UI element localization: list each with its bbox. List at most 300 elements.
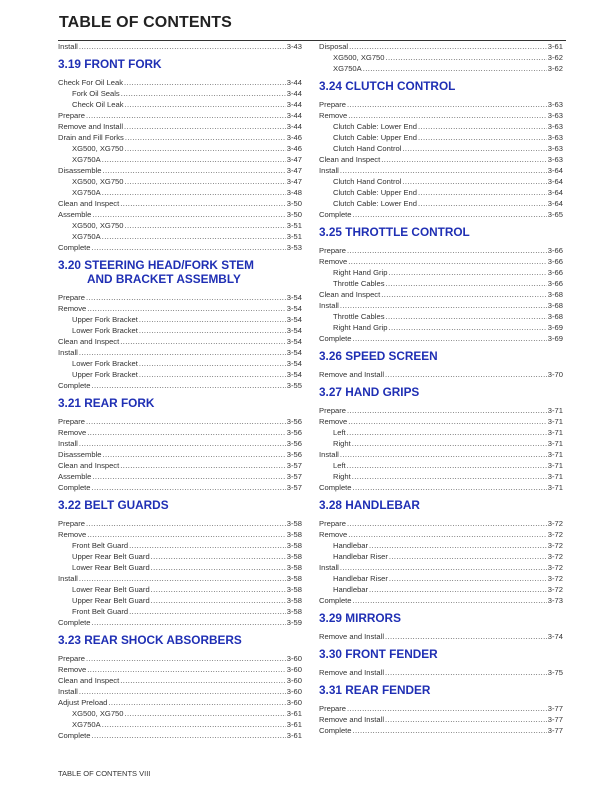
toc-entry-label: Install [319,166,339,175]
toc-entry-page: 3-58 [286,563,302,572]
toc-entry-page: 3-46 [286,133,302,142]
toc-subentry[interactable] [58,551,302,562]
toc-entry-label: Complete [58,731,91,740]
toc-entry-label: XG500, XG750 [333,53,385,62]
toc-entry-page: 3-58 [286,541,302,550]
toc-entry-label: Prepare [319,704,347,713]
toc-entry[interactable] [319,99,563,110]
toc-subentry[interactable] [58,176,302,187]
dot-leader [385,714,547,725]
dot-leader [79,686,286,697]
dot-leader [389,551,547,562]
toc-entry-page: 3-72 [547,585,563,594]
section-heading [58,57,302,71]
toc-entry-label: Install [319,450,339,459]
toc-entry-label: Remove [319,417,348,426]
toc-entry-page: 3-60 [286,698,302,707]
toc-entry-label: XG750A [333,64,362,73]
toc-entry[interactable] [58,165,302,176]
toc-entry-label: Assemble [58,472,92,481]
toc-entry-label: Handlebar Riser [333,574,388,583]
toc-entry[interactable] [319,209,563,220]
toc-entry-page: 3-55 [286,381,302,390]
toc-entry[interactable] [319,300,563,311]
toc-subentry[interactable] [58,358,302,369]
toc-entry[interactable] [58,242,302,253]
toc-entry[interactable] [319,714,563,725]
dot-leader [369,540,547,551]
toc-entry-page: 3-60 [286,687,302,696]
toc-subentry[interactable] [319,460,563,471]
dot-leader [86,110,286,121]
toc-entry[interactable] [319,667,563,678]
toc-entry-page: 3-58 [286,585,302,594]
toc-entry-label: Install [58,42,78,51]
toc-entry-label: Complete [58,381,91,390]
toc-entry-page: 3-68 [547,312,563,321]
section-heading-text: 3.19 FRONT FORK [58,57,162,71]
toc-entry-label: Prepare [58,654,86,663]
dot-leader [139,358,286,369]
section-heading-text: 3.22 BELT GUARDS [58,498,169,512]
toc-subentry[interactable] [319,187,563,198]
toc-entry-label: XG750A [72,188,101,197]
toc-subentry[interactable] [319,471,563,482]
toc-entry[interactable] [58,653,302,664]
toc-entry-page: 3-72 [547,574,563,583]
toc-entry-label: Install [319,563,339,572]
toc-entry-label: XG750A [72,720,101,729]
dot-leader [125,708,286,719]
toc-subentry[interactable] [58,584,302,595]
toc-entry[interactable] [58,573,302,584]
toc-entry[interactable] [319,529,563,540]
toc-entry[interactable] [319,165,563,176]
toc-entry-page: 3-72 [547,552,563,561]
toc-entry-page: 3-60 [286,676,302,685]
section-heading-text: 3.27 HAND GRIPS [319,385,420,399]
section-heading [319,225,563,239]
toc-entry-page: 3-56 [286,439,302,448]
toc-entry-page: 3-54 [286,304,302,313]
toc-subentry[interactable] [319,121,563,132]
toc-entry-page: 3-72 [547,563,563,572]
toc-entry-page: 3-63 [547,111,563,120]
toc-subentry[interactable] [319,176,563,187]
toc-entry-label: Clutch Cable: Upper End [333,133,417,142]
dot-leader [79,347,286,358]
section-heading [319,385,563,399]
section-heading-text-line2: AND BRACKET ASSEMBLY [87,272,241,286]
toc-entry-label: Prepare [319,519,347,528]
toc-entry-page: 3-54 [286,326,302,335]
toc-entry-page: 3-66 [547,246,563,255]
toc-subentry[interactable] [58,314,302,325]
toc-entry-page: 3-63 [547,133,563,142]
toc-entry[interactable] [58,460,302,471]
toc-entry-page: 3-75 [547,668,563,677]
toc-subentry[interactable] [319,278,563,289]
dot-leader [102,154,286,165]
dot-leader [102,187,286,198]
toc-subentry[interactable] [58,719,302,730]
section-heading-text: 3.28 HANDLEBAR [319,498,420,512]
toc-entry-page: 3-53 [286,243,302,252]
page-title: TABLE OF CONTENTS [59,14,232,31]
dot-leader [363,63,547,74]
toc-entry-page: 3-62 [547,53,563,62]
toc-entry-label: Right Hand Grip [333,268,388,277]
dot-leader [369,584,547,595]
dot-leader [381,289,547,300]
toc-entry-label: Remove [319,530,348,539]
toc-entry-label: Check Oil Leak [72,100,124,109]
toc-subentry[interactable] [319,573,563,584]
toc-entry[interactable] [58,617,302,628]
toc-entry-page: 3-58 [286,519,302,528]
toc-entry[interactable] [58,77,302,88]
toc-entry-page: 3-54 [286,337,302,346]
toc-entry-page: 3-61 [286,709,302,718]
toc-entry[interactable] [58,121,302,132]
toc-entry-label: XG750A [72,155,101,164]
toc-entry-label: Handlebar [333,585,369,594]
dot-leader [139,314,286,325]
toc-entry-label: Throttle Cables [333,279,385,288]
section-heading-text: 3.20 STEERING HEAD/FORK STEM [58,258,254,272]
dot-leader [381,154,547,165]
toc-entry-label: Remove [58,304,87,313]
toc-entry-page: 3-63 [547,155,563,164]
toc-entry-page: 3-63 [547,144,563,153]
dot-leader [129,606,286,617]
section-heading-text: 3.29 MIRRORS [319,611,401,625]
toc-entry-label: Handlebar Riser [333,552,388,561]
toc-entry-label: Install [58,574,78,583]
toc-entry[interactable] [58,482,302,493]
toc-entry-label: Upper Rear Belt Guard [72,552,150,561]
toc-entry-label: Remove and Install [319,715,385,724]
toc-entry-label: Clean and Inspect [319,155,381,164]
dot-leader [125,99,286,110]
toc-entry[interactable] [58,449,302,460]
toc-entry[interactable] [319,110,563,121]
toc-entry[interactable] [319,369,563,380]
toc-entry-label: Lower Rear Belt Guard [72,563,150,572]
toc-entry-label: Clean and Inspect [58,461,120,470]
toc-entry[interactable] [319,245,563,256]
toc-entry-label: Prepare [319,100,347,109]
dot-leader [120,675,286,686]
toc-entry[interactable] [58,730,302,741]
section-heading [319,79,563,93]
toc-entry[interactable] [319,631,563,642]
toc-entry-label: XG500, XG750 [72,221,124,230]
dot-leader [389,573,547,584]
dot-leader [347,427,547,438]
toc-entry-label: Complete [319,483,352,492]
toc-subentry[interactable] [58,143,302,154]
dot-leader [349,41,547,52]
toc-entry-label: Front Belt Guard [72,607,129,616]
section-heading [319,647,563,661]
dot-leader [347,703,547,714]
toc-entry-label: Lower Fork Bracket [72,359,138,368]
toc-entry-label: Clean and Inspect [58,676,120,685]
toc-entry[interactable] [58,518,302,529]
toc-entry-page: 3-46 [286,144,302,153]
toc-entry-label: XG750A [72,232,101,241]
toc-entry-label: Upper Rear Belt Guard [72,596,150,605]
toc-entry[interactable] [319,333,563,344]
dot-leader [347,518,547,529]
section-heading [58,633,302,647]
section-heading-text: 3.25 THROTTLE CONTROL [319,225,470,239]
dot-leader [121,88,286,99]
toc-entry-label: Disassemble [58,450,102,459]
toc-entry-label: Remove and Install [319,370,385,379]
toc-entry-label: XG500, XG750 [72,144,124,153]
toc-entry-label: Clutch Cable: Lower End [333,122,417,131]
toc-entry-page: 3-61 [286,731,302,740]
toc-entry-label: Lower Fork Bracket [72,326,138,335]
toc-entry-page: 3-77 [547,715,563,724]
dot-leader [120,336,286,347]
toc-subentry[interactable] [58,231,302,242]
dot-leader [353,209,547,220]
toc-entry[interactable] [58,336,302,347]
dot-leader [86,653,286,664]
toc-subentry[interactable] [319,438,563,449]
toc-entry-page: 3-47 [286,155,302,164]
dot-leader [124,77,286,88]
dot-leader [92,730,286,741]
toc-subentry[interactable] [58,369,302,380]
dot-leader [125,143,286,154]
dot-leader [125,220,286,231]
toc-entry-page: 3-71 [547,450,563,459]
toc-subentry[interactable] [319,52,563,63]
section-heading-text: 3.31 REAR FENDER [319,683,431,697]
toc-entry[interactable] [319,405,563,416]
dot-leader [92,471,285,482]
dot-leader [353,595,547,606]
dot-leader [386,278,547,289]
toc-entry[interactable] [58,132,302,143]
toc-entry[interactable] [58,438,302,449]
dot-leader [139,369,286,380]
dot-leader [86,518,286,529]
toc-entry-page: 3-51 [286,221,302,230]
toc-entry-page: 3-66 [547,257,563,266]
dot-leader [79,438,286,449]
toc-entry-label: XG500, XG750 [72,709,124,718]
toc-subentry[interactable] [58,562,302,573]
toc-entry-label: Upper Fork Bracket [72,370,138,379]
toc-entry[interactable] [58,427,302,438]
toc-entry-label: Disposal [319,42,349,51]
toc-entry-page: 3-71 [547,483,563,492]
toc-entry[interactable] [58,41,302,52]
toc-entry[interactable] [58,675,302,686]
toc-entry-page: 3-60 [286,665,302,674]
toc-subentry[interactable] [319,311,563,322]
section-heading-text: 3.30 FRONT FENDER [319,647,438,661]
toc-entry-page: 3-62 [547,64,563,73]
toc-entry-page: 3-71 [547,472,563,481]
toc-right-column [319,41,563,736]
toc-entry-label: Clutch Cable: Upper End [333,188,417,197]
dot-leader [385,631,547,642]
toc-entry[interactable] [319,154,563,165]
section-heading-text: 3.21 REAR FORK [58,396,155,410]
toc-entry-label: Prepare [319,246,347,255]
toc-subentry[interactable] [319,551,563,562]
toc-entry-page: 3-54 [286,359,302,368]
toc-subentry[interactable] [319,63,563,74]
toc-subentry[interactable] [58,325,302,336]
dot-leader [388,322,546,333]
dot-leader [87,303,286,314]
toc-entry-label: Upper Fork Bracket [72,315,138,324]
toc-entry[interactable] [319,256,563,267]
toc-subentry[interactable] [58,154,302,165]
toc-entry-label: Remove [58,665,87,674]
toc-subentry[interactable] [319,143,563,154]
toc-subentry[interactable] [58,220,302,231]
toc-entry-page: 3-44 [286,122,302,131]
toc-entry[interactable] [319,482,563,493]
dot-leader [151,551,286,562]
toc-entry-page: 3-56 [286,450,302,459]
toc-entry-page: 3-74 [547,632,563,641]
toc-entry[interactable] [319,449,563,460]
toc-entry-page: 3-58 [286,530,302,539]
toc-entry-page: 3-69 [547,323,563,332]
dot-leader [102,449,285,460]
dot-leader [92,242,286,253]
toc-entry-page: 3-59 [286,618,302,627]
toc-subentry[interactable] [319,132,563,143]
toc-entry[interactable] [58,686,302,697]
toc-entry[interactable] [319,703,563,714]
dot-leader [353,333,547,344]
toc-subentry[interactable] [58,606,302,617]
toc-entry-label: Left [333,461,346,470]
toc-entry[interactable] [58,110,302,121]
toc-entry[interactable] [58,303,302,314]
toc-entry-page: 3-71 [547,461,563,470]
toc-entry-page: 3-54 [286,348,302,357]
dot-leader [348,110,547,121]
dot-leader [386,52,547,63]
toc-entry-label: Remove and Install [319,632,385,641]
toc-entry[interactable] [58,347,302,358]
toc-entry-page: 3-44 [286,78,302,87]
toc-entry[interactable] [319,289,563,300]
dot-leader [402,176,546,187]
toc-subentry[interactable] [319,427,563,438]
toc-entry-label: Complete [58,243,91,252]
dot-leader [151,584,286,595]
toc-subentry[interactable] [58,595,302,606]
toc-entry-label: Right [333,439,351,448]
dot-leader [151,595,286,606]
toc-subentry[interactable] [58,99,302,110]
toc-entry[interactable] [319,725,563,736]
section-heading [58,258,302,286]
toc-entry-label: Clean and Inspect [58,337,120,346]
toc-entry-label: Install [58,687,78,696]
toc-entry-page: 3-61 [286,720,302,729]
toc-subentry[interactable] [319,540,563,551]
toc-subentry[interactable] [58,88,302,99]
toc-entry-page: 3-71 [547,439,563,448]
toc-entry[interactable] [58,209,302,220]
toc-subentry[interactable] [58,540,302,551]
dot-leader [385,667,547,678]
toc-entry-label: Complete [319,596,352,605]
toc-entry[interactable] [58,664,302,675]
toc-entry-label: Complete [58,483,91,492]
section-heading [58,498,302,512]
toc-entry-page: 3-64 [547,188,563,197]
dot-leader [102,719,286,730]
toc-entry-page: 3-44 [286,100,302,109]
toc-entry[interactable] [58,697,302,708]
toc-entry[interactable] [58,471,302,482]
toc-entry[interactable] [58,198,302,209]
dot-leader [92,209,285,220]
toc-entry-page: 3-66 [547,279,563,288]
dot-leader [386,311,547,322]
toc-entry[interactable] [319,518,563,529]
toc-entry[interactable] [319,416,563,427]
toc-subentry[interactable] [58,187,302,198]
toc-entry-label: Assemble [58,210,92,219]
toc-entry-label: Disassemble [58,166,102,175]
toc-entry-page: 3-44 [286,111,302,120]
dot-leader [79,573,286,584]
toc-subentry[interactable] [319,267,563,278]
dot-leader [87,664,286,675]
toc-entry-label: Check For Oil Leak [58,78,123,87]
section-heading [319,683,563,697]
toc-subentry[interactable] [319,198,563,209]
dot-leader [352,438,547,449]
toc-entry-page: 3-65 [547,210,563,219]
toc-entry-label: Prepare [58,417,86,426]
toc-entry[interactable] [58,529,302,540]
toc-entry-label: Remove [58,428,87,437]
toc-entry-label: Remove [319,111,348,120]
toc-entry[interactable] [58,292,302,303]
toc-entry-label: Install [58,439,78,448]
toc-subentry[interactable] [319,584,563,595]
toc-subentry[interactable] [58,708,302,719]
toc-entry-label: Left [333,428,346,437]
toc-entry[interactable] [58,380,302,391]
toc-entry[interactable] [319,562,563,573]
page-footer: TABLE OF CONTENTS VIII [58,769,151,778]
toc-entry[interactable] [319,41,563,52]
toc-entry[interactable] [58,416,302,427]
toc-subentry[interactable] [319,322,563,333]
toc-entry-label: Fork Oil Seals [72,89,120,98]
toc-entry-label: Prepare [319,406,347,415]
toc-entry-label: Lower Rear Belt Guard [72,585,150,594]
toc-entry[interactable] [319,595,563,606]
